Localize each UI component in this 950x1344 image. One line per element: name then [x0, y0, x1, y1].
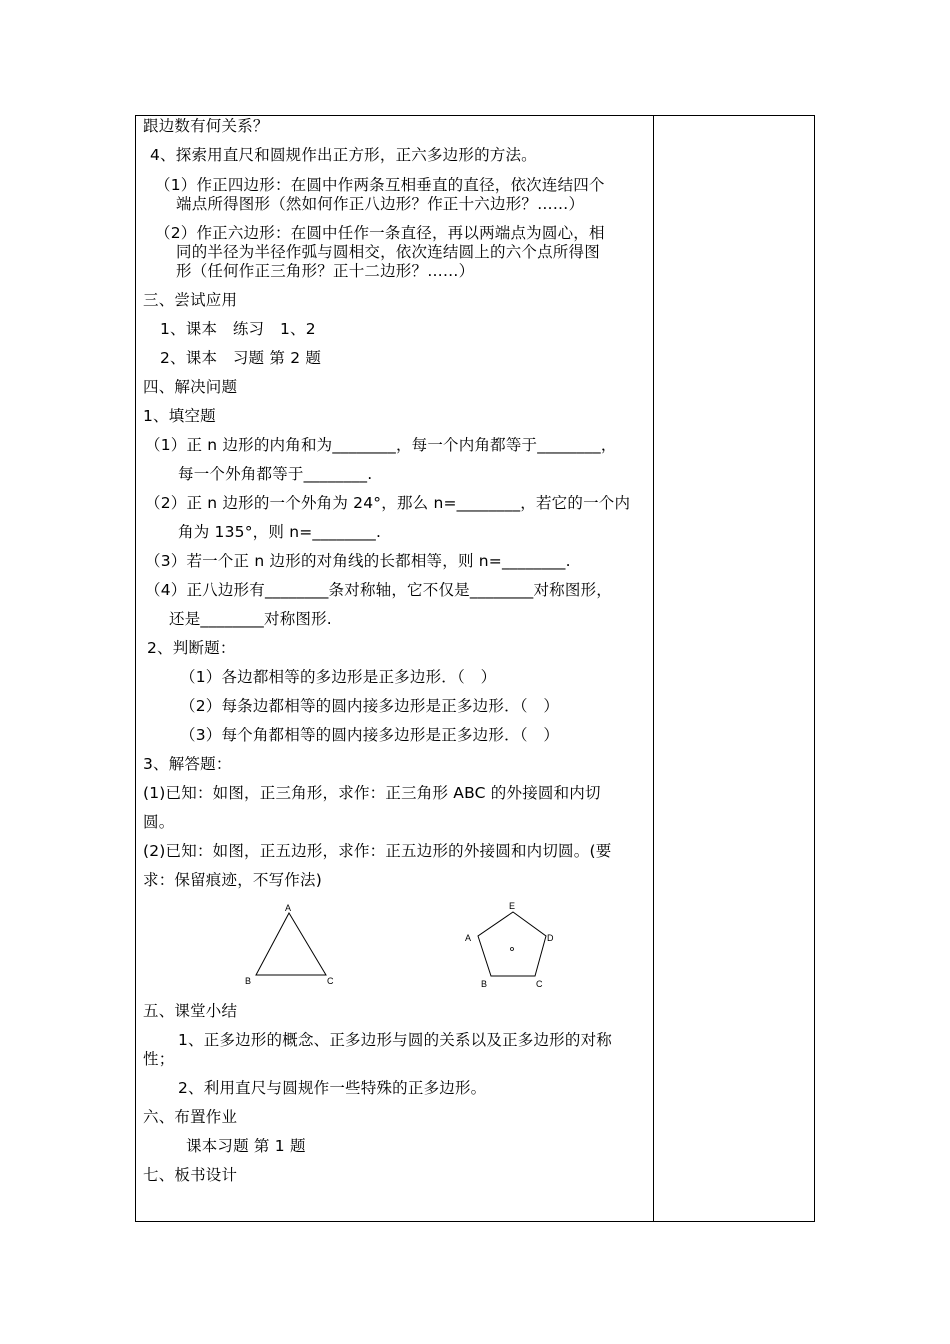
text-line: （1）各边都相等的多边形是正多边形．（ ） [180, 668, 497, 686]
text-line: 3、解答题： [143, 755, 232, 773]
pentagon-shape [478, 912, 546, 976]
text-line: (1)已知：如图，正三角形，求作：正三角形 ABC 的外接圆和内切 [143, 784, 601, 802]
pentagon-figure [458, 898, 568, 993]
text-line: （1）作正四边形：在圆中作两条互相垂直的直径，依次连结四个 [155, 176, 605, 194]
text-line: 端点所得图形（然如何作正八边形？作正十六边形？……） [176, 195, 585, 213]
text-line: （4）正八边形有________条对称轴，它不仅是________对称图形， [145, 581, 612, 599]
text-line: 性； [143, 1050, 175, 1068]
text-line: 角为 135°，则 n=________. [178, 523, 382, 541]
text-line: 每一个外角都等于________. [178, 465, 373, 483]
text-line: 2、判断题： [147, 639, 236, 657]
text-line: 2、利用直尺与圆规作一些特殊的正多边形。 [178, 1079, 487, 1097]
pentagon-label-e: E [509, 901, 516, 911]
pentagon-label-c: C [536, 979, 543, 989]
section-heading: 五、课堂小结 [143, 1002, 238, 1020]
pentagon-label-a: A [465, 933, 472, 943]
text-line: 4、探索用直尺和圆规作出正方形，正六多边形的方法。 [150, 146, 537, 164]
text-line: 2、课本 习题 第 2 题 [160, 349, 322, 367]
triangle-figure [240, 900, 340, 990]
triangle-label-c: C [327, 976, 334, 986]
pentagon-label-d: D [547, 933, 554, 943]
text-line: 1、填空题 [143, 407, 216, 425]
text-line: 同的半径为半径作弧与圆相交，依次连结圆上的六个点所得图 [176, 243, 600, 261]
section-heading: 三、尝试应用 [143, 291, 238, 309]
text-line: （1）正 n 边形的内角和为________，每一个内角都等于________， [145, 436, 617, 454]
pentagon-center-point [511, 948, 514, 951]
triangle-label-b: B [245, 976, 252, 986]
section-heading: 六、布置作业 [143, 1108, 238, 1126]
text-line: 求：保留痕迹，不写作法) [143, 871, 322, 889]
triangle-shape [256, 913, 326, 975]
text-line: 还是________对称图形. [169, 610, 332, 628]
text-line: （2）正 n 边形的一个外角为 24°，那么 n=________，若它的一个内 [145, 494, 631, 512]
text-line: （2）每条边都相等的圆内接多边形是正多边形．（ ） [180, 697, 560, 715]
text-line: 1、课本 练习 1、2 [160, 320, 316, 338]
text-line: 形（任何作正三角形？正十二边形？……） [176, 262, 475, 280]
text-line: 圆。 [143, 813, 175, 831]
text-line: （2）作正六边形：在圆中任作一条直径，再以两端点为圆心，相 [155, 224, 605, 242]
triangle-label-a: A [285, 903, 292, 913]
section-heading: 七、板书设计 [143, 1166, 238, 1184]
text-line: (2)已知：如图，正五边形，求作：正五边形的外接圆和内切圆。(要 [143, 842, 612, 860]
text-line: （3）若一个正 n 边形的对角线的长都相等，则 n=________. [145, 552, 571, 570]
pentagon-label-b: B [481, 979, 488, 989]
text-line: （3）每个角都相等的圆内接多边形是正多边形．（ ） [180, 726, 560, 744]
text-line: 课本习题 第 1 题 [186, 1137, 306, 1155]
section-heading: 四、解决问题 [143, 378, 238, 396]
text-line: 跟边数有何关系？ [143, 117, 269, 135]
text-line: 1、正多边形的概念、正多边形与圆的关系以及正多边形的对称 [178, 1031, 612, 1049]
